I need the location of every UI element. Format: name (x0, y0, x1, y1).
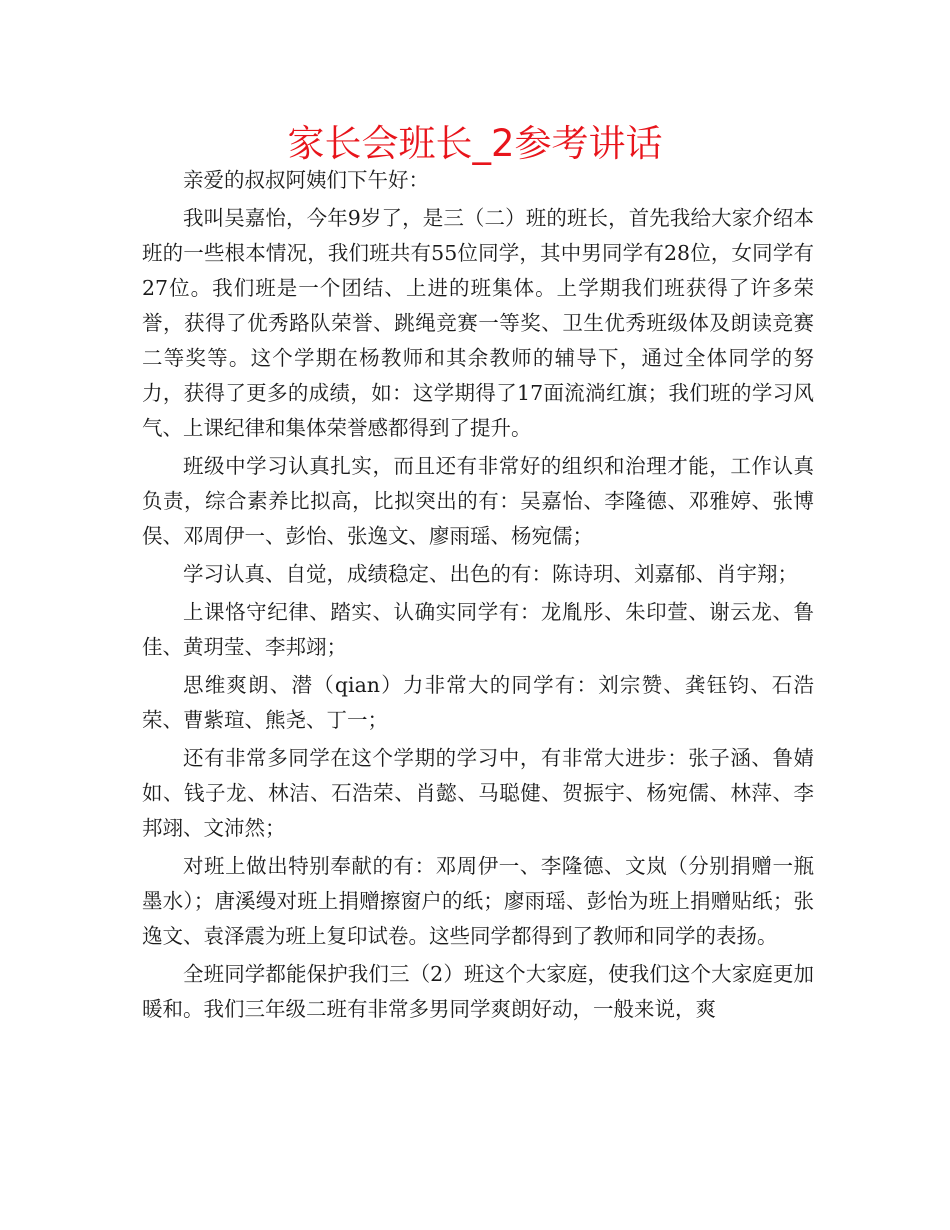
paragraph-class-introduction: 我叫吴嘉怡，今年9岁了，是三（二）班的班长，首先我给大家介绍本班的一些根本情况，我们班共有55位同学，其中男同学有28位，女同学有27位。我们班是一个团结、上进的班集体。上学期我们班获得了许多荣誉，获得了优秀路队荣誉、跳绳竞赛一等奖、卫生优秀班级体及朗读竞赛二等奖等。这个学期在杨教师和其余教师的辅导下，通过全体同学的努力，获得了更多的成绩，如：这学期得了17面流淌红旗；我们班的学习风气、上课纪律和集体荣誉感都得到了提升。 (142, 206, 814, 440)
paragraph-potential: 思维爽朗、潜（qian）力非常大的同学有：刘宗赞、龚钰钧、石浩荣、曹紫瑄、熊尧、丁一； (142, 673, 814, 732)
paragraph-contributions: 对班上做出特别奉献的有：邓周伊一、李隆德、文岚（分别捐赠一瓶墨水）；唐溪缦对班上捐赠擦窗户的纸；廖雨瑶、彭怡为班上捐赠贴纸；张逸文、袁泽震为班上复印试卷。这些同学都得到了教师和同学的表扬。 (142, 854, 814, 948)
paragraph-progress: 还有非常多同学在这个学期的学习中，有非常大进步：张子涵、鲁婧如、钱子龙、林洁、石浩荣、肖懿、马聪健、贺振宇、杨宛儒、林萍、李邦翊、文沛然； (142, 746, 814, 840)
document-title: 家长会班长_2参考讲话 (287, 122, 663, 165)
paragraph-stable-learners: 学习认真、自觉，成绩稳定、出色的有：陈诗玥、刘嘉郁、肖宇翔； (183, 562, 798, 586)
greeting-paragraph: 亲爱的叔叔阿姨们下午好： (183, 168, 429, 192)
paragraph-leaders: 班级中学习认真扎实，而且还有非常好的组织和治理才能，工作认真负责，综合素养比拟高，比拟突出的有：吴嘉怡、李隆德、邓雅婷、张博俣、邓周伊一、彭怡、张逸文、廖雨瑶、杨宛儒； (142, 454, 814, 548)
paragraph-class-family: 全班同学都能保护我们三（2）班这个大家庭，使我们这个大家庭更加暖和。我们三年级二班有非常多男同学爽朗好动，一般来说，爽 (142, 962, 814, 1021)
paragraph-disciplined: 上课恪守纪律、踏实、认确实同学有：龙胤彤、朱印萱、谢云龙、鲁佳、黄玥莹、李邦翊； (142, 600, 814, 659)
document-body (142, 163, 814, 1027)
